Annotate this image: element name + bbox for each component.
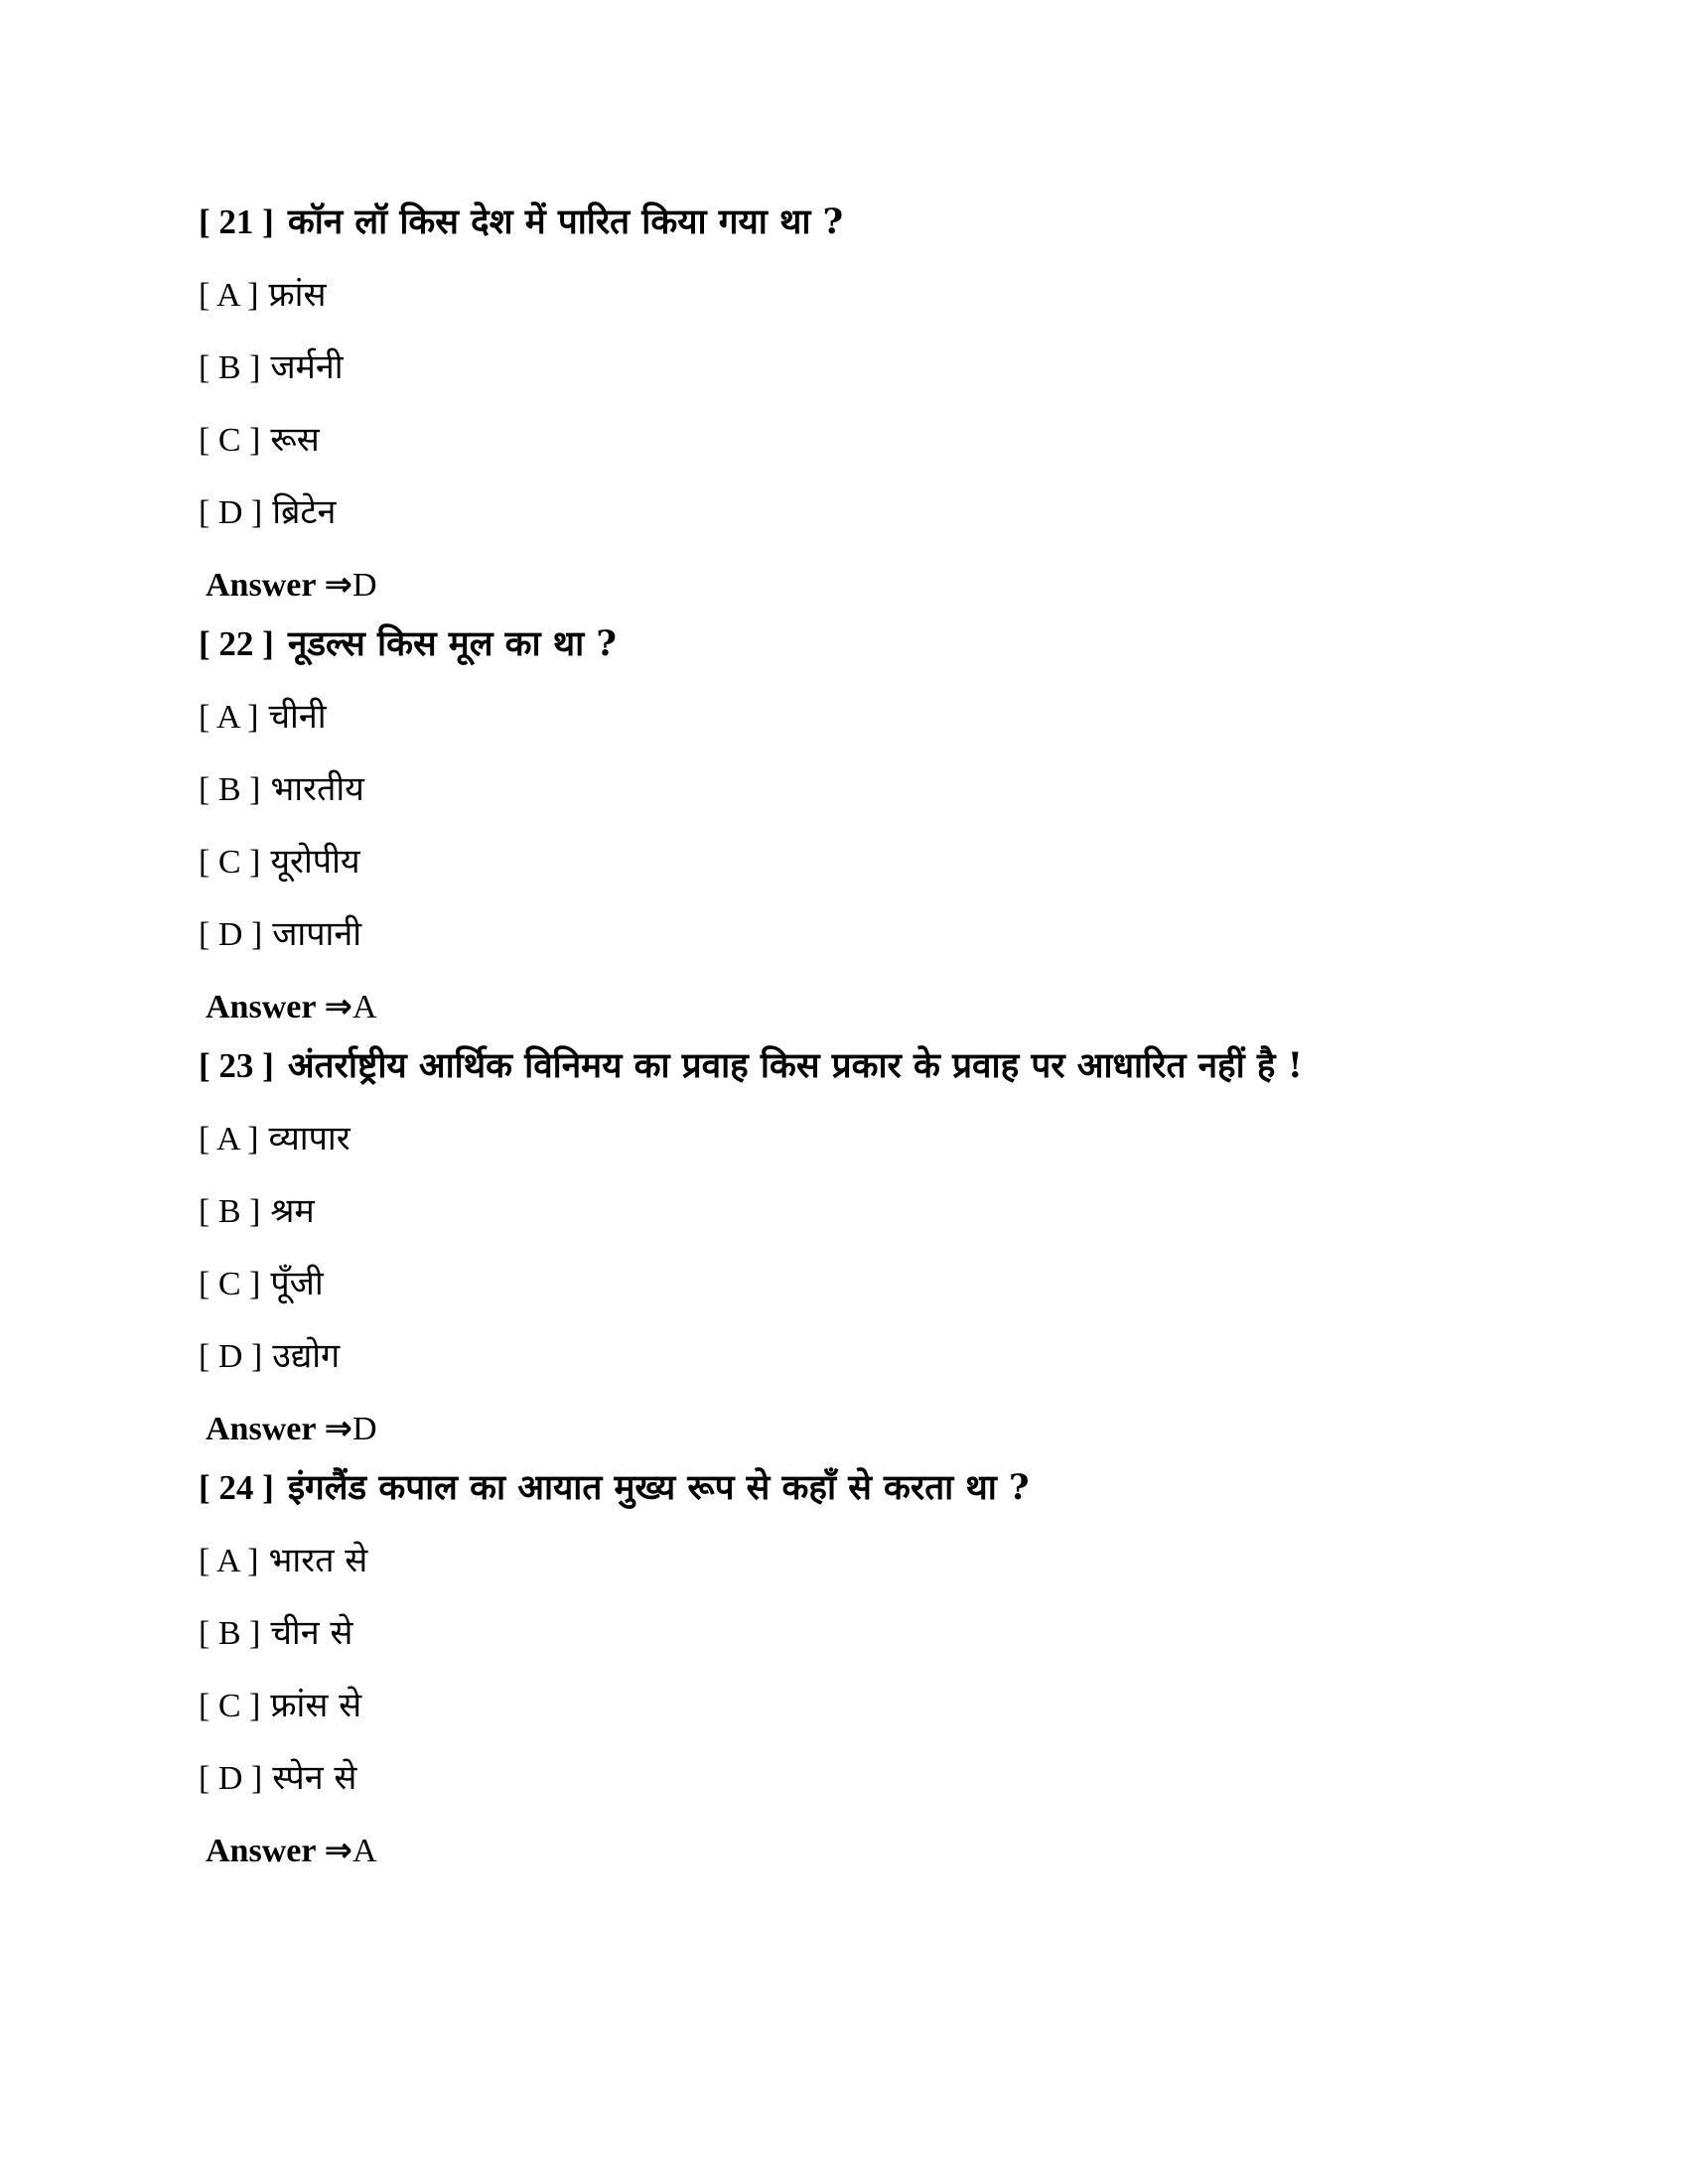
- option-text: स्पेन से: [272, 1758, 357, 1798]
- answer-line: [206, 1831, 1589, 1870]
- option-text: चीनी: [268, 697, 327, 737]
- option-key: [ D ]: [199, 494, 263, 531]
- answer-value: A: [352, 1833, 377, 1869]
- question-text: नूडल्स किस मूल का था ?: [287, 623, 617, 664]
- option-key: [ A ]: [199, 699, 259, 736]
- option-key: [ D ]: [199, 916, 263, 953]
- option-a: [199, 275, 1589, 315]
- option-key: [ A ]: [199, 1543, 259, 1579]
- option-text: व्यापार: [268, 1119, 351, 1159]
- option-c: [199, 420, 1589, 460]
- option-text: यूरोपीय: [270, 842, 360, 882]
- answer-line: [206, 987, 1589, 1026]
- question-number: [ 23 ]: [199, 1046, 274, 1085]
- question-block: [199, 1468, 1589, 1870]
- option-text: चीन से: [270, 1613, 353, 1653]
- option-key: [ B ]: [199, 1193, 261, 1230]
- arrow-icon: ⇒: [324, 987, 352, 1026]
- answer-value: A: [352, 989, 377, 1025]
- question-heading: [199, 203, 1589, 242]
- option-b: [199, 769, 1589, 809]
- question-number: [ 21 ]: [199, 203, 274, 241]
- option-d: [199, 1758, 1589, 1798]
- option-a: [199, 1541, 1589, 1580]
- quiz-page: [199, 189, 1589, 1890]
- option-b: [199, 347, 1589, 387]
- arrow-icon: ⇒: [324, 565, 352, 605]
- option-key: [ C ]: [199, 422, 261, 459]
- option-key: [ B ]: [199, 771, 261, 808]
- question-text: कॉन लॉ किस देश में पारित किया गया था ?: [287, 202, 844, 242]
- option-a: [199, 1119, 1589, 1159]
- option-text: रूस: [270, 420, 320, 460]
- option-d: [199, 914, 1589, 954]
- question-heading: [199, 1046, 1589, 1086]
- question-heading: [199, 1468, 1589, 1508]
- option-key: [ B ]: [199, 1615, 261, 1652]
- question-number: [ 24 ]: [199, 1468, 274, 1507]
- answer-value: D: [352, 1411, 377, 1447]
- option-key: [ C ]: [199, 844, 261, 881]
- option-c: [199, 1264, 1589, 1303]
- option-text: भारतीय: [270, 769, 364, 809]
- option-text: जापानी: [272, 914, 362, 954]
- option-text: फ्रांस से: [270, 1686, 362, 1725]
- option-key: [ C ]: [199, 1266, 261, 1302]
- question-block: [199, 624, 1589, 1026]
- answer-line: [206, 1409, 1589, 1448]
- question-text: इंगलैंड कपाल का आयात मुख्य रूप से कहाँ से करता था ?: [287, 1467, 1030, 1508]
- option-key: [ D ]: [199, 1338, 263, 1375]
- question-block: [199, 203, 1589, 605]
- option-key: [ A ]: [199, 277, 259, 314]
- answer-label: Answer: [206, 567, 317, 604]
- option-text: उद्योग: [272, 1336, 341, 1376]
- option-key: [ A ]: [199, 1121, 259, 1158]
- answer-label: Answer: [206, 989, 317, 1025]
- answer-line: [206, 565, 1589, 605]
- option-text: श्रम: [270, 1191, 315, 1231]
- question-heading: [199, 624, 1589, 664]
- option-c: [199, 842, 1589, 882]
- answer-value: D: [352, 567, 377, 604]
- option-text: भारत से: [268, 1541, 368, 1580]
- option-text: जर्मनी: [270, 347, 344, 387]
- question-text: अंतर्राष्ट्रीय आर्थिक विनिमय का प्रवाह किस प्रकार के प्रवाह पर आधारित नहीं है !: [287, 1045, 1303, 1086]
- option-key: [ D ]: [199, 1760, 263, 1797]
- option-b: [199, 1191, 1589, 1231]
- option-d: [199, 1336, 1589, 1376]
- option-d: [199, 492, 1589, 532]
- answer-label: Answer: [206, 1411, 317, 1447]
- question-block: [199, 1046, 1589, 1448]
- option-text: पूँजी: [270, 1264, 324, 1303]
- arrow-icon: ⇒: [324, 1831, 352, 1870]
- question-number: [ 22 ]: [199, 624, 274, 663]
- option-a: [199, 697, 1589, 737]
- option-key: [ B ]: [199, 349, 261, 386]
- answer-label: Answer: [206, 1833, 317, 1869]
- option-c: [199, 1686, 1589, 1725]
- option-text: फ्रांस: [268, 275, 327, 315]
- option-b: [199, 1613, 1589, 1653]
- option-key: [ C ]: [199, 1688, 261, 1724]
- arrow-icon: ⇒: [324, 1409, 352, 1448]
- option-text: ब्रिटेन: [272, 492, 337, 532]
